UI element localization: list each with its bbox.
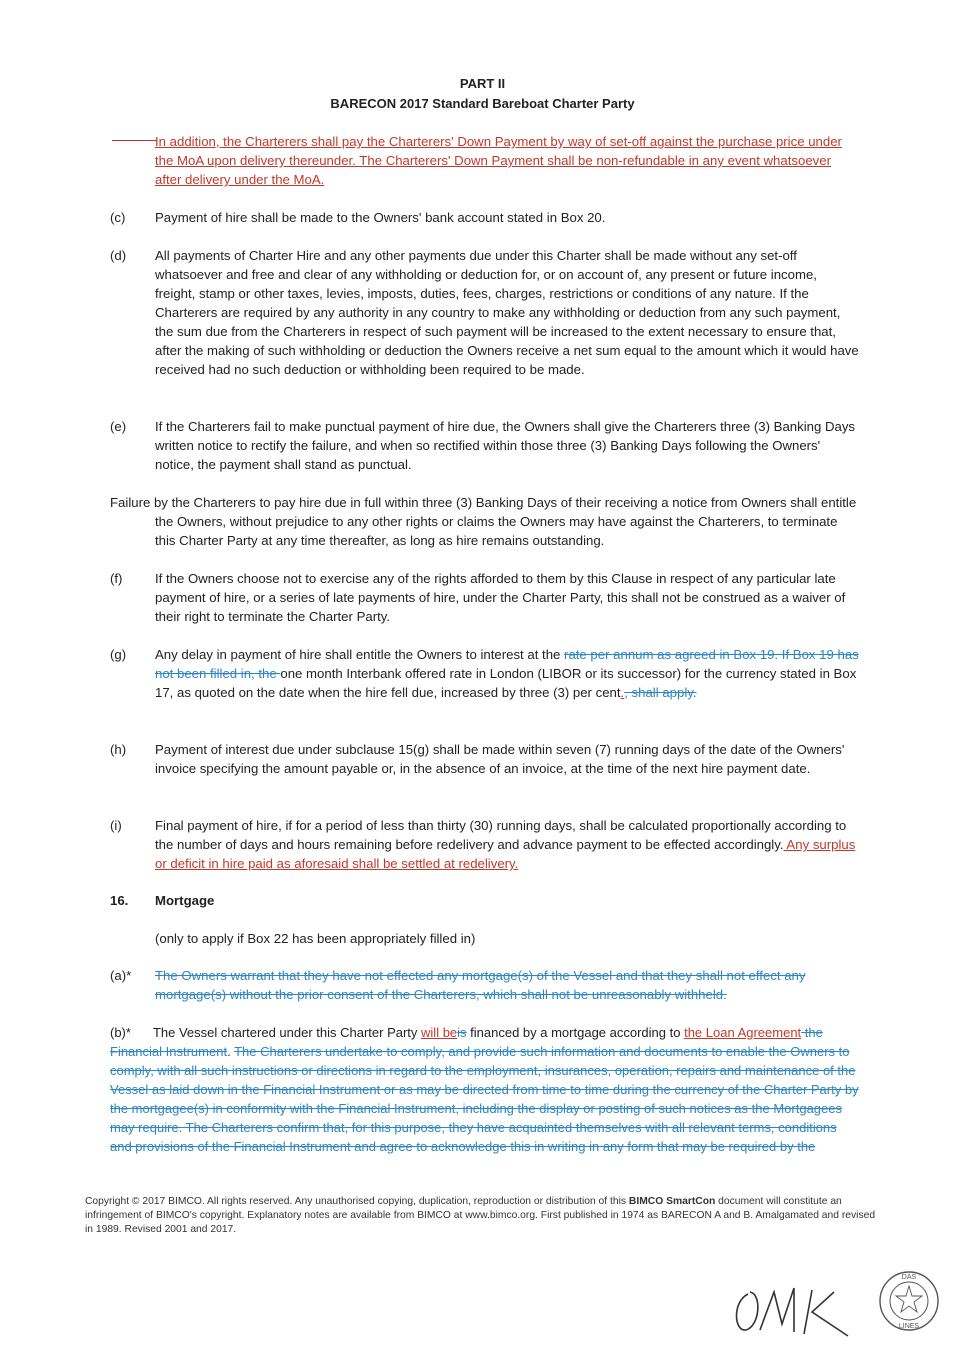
clause-e-label: (e) xyxy=(110,419,127,434)
b-inserted-1: will be xyxy=(421,1025,458,1040)
clause-d-label: (d) xyxy=(110,248,127,263)
b-text-1: The Vessel chartered under this Charter Party xyxy=(152,1025,422,1040)
section-16-note: (only to apply if Box 22 has been appropriately filled in) xyxy=(155,931,476,946)
b-deleted-2: the Financial Instrument xyxy=(110,1025,823,1059)
g-deleted-1: rate per annum as agreed in Box 19. If Box 19 has not been filled in, the xyxy=(155,647,859,681)
b-text-3: . xyxy=(227,1044,235,1059)
clause-g-text xyxy=(155,645,860,702)
handwritten-signature xyxy=(730,1280,860,1340)
clause-i-label: (i) xyxy=(110,818,122,833)
insertion-marker-line xyxy=(112,140,157,141)
clause-i-text xyxy=(155,816,860,873)
intro-paragraph xyxy=(155,132,860,189)
b-deleted-1: is xyxy=(457,1025,467,1040)
clause-h-label: (h) xyxy=(110,742,127,757)
document-title: BARECON 2017 Standard Bareboat Charter Party xyxy=(330,96,635,111)
clause-e-text: If the Charterers fail to make punctual payment of hire due, the Owners shall give the Charterers three (3) Banking Days written notice to rectify the failure, and when so rectified within those three (3) Banking Days following the Owners' notice, the payment shall stand as punctual. xyxy=(155,419,856,472)
failure-paragraph: Failure by the Charterers to pay hire due in full within three (3) Banking Days of their receiving a notice from Owners shall entitle the Owners, without prejudice to any other rights or claims the Owners may have against the Charterers, to terminate this Charter Party at any time thereafter, as long as hire remains outstanding. xyxy=(110,495,857,548)
copyright-footer xyxy=(85,1195,885,1237)
b-text-2: financed by a mortgage according to xyxy=(466,1025,685,1040)
clause-d-text: All payments of Charter Hire and any other payments due under this Charter shall be made without any set-off whatsoever and free and clear of any withholding or deduction for, or on account of, any present or future income, freight, stamp or other taxes, levies, imposts, duties, fees, charges, restrictions or conditions of any nature. If the Charterers are required by any authority in any country to make any withholding or deduction from any such payment, the sum due from the Charterers in respect of such payment will be increased to the extent necessary to ensure that, after the making of such withholding or deduction the Owners receive a net sum equal to the amount which it would have received had no such deduction or withholding been required to be made. xyxy=(155,248,859,377)
footer-text-1: Copyright © 2017 BIMCO. All rights reserved. Any unauthorised copying, duplication, reproduction or distribution of this xyxy=(85,1196,629,1207)
clause-a-text xyxy=(155,966,860,1004)
part-label: PART II xyxy=(459,76,506,91)
b-label: (b)* xyxy=(110,1025,131,1040)
inserted-text: In addition, the Charterers shall pay the Charterers' Down Payment by way of set-off against the purchase price under the MoA upon delivery thereunder. The Charterers' Down Payment shall be non-refundable in any event whatsoever after delivery under the MoA. xyxy=(155,134,842,187)
svg-text:DAS: DAS xyxy=(901,1274,917,1281)
section-16-number: 16. xyxy=(110,893,129,908)
clause-c-label: (c) xyxy=(110,210,126,225)
g-text-2: one month Interbank offered rate in London (LIBOR or its successor) for the currency stated in Box 17, as quoted on the date when the hire fell due, increased by three (3) per cent xyxy=(155,666,857,700)
clause-b-text xyxy=(110,1023,860,1156)
g-inserted-1: . xyxy=(620,685,625,700)
clause-f-label: (f) xyxy=(110,571,123,586)
g-deleted-2: , shall apply. xyxy=(624,685,697,700)
clause-a-label: (a)* xyxy=(110,968,132,983)
b-deleted-3: The Charterers undertake to comply, and provide such information and documents to enable the Owners to comply, with all such instructions or directions in regard to the employment, insurances, operation, repairs and maintenance of the Vessel as laid down in the Financial Instrument or as may be directed from time to time during the currency of the Charter Party by the mortgagee(s) in conformity with the Financial Instrument, including the display or posting of such notices as the Mortgagees may require. The Charterers confirm that, for this purpose, they have acquainted themselves with all relevant terms, conditions and provisions of the Financial Instrument and agree to acknowledge this in writing in any form that may be required by the xyxy=(110,1044,859,1154)
company-stamp xyxy=(878,1270,940,1332)
clause-f-text: If the Owners choose not to exercise any of the rights afforded to them by this Clause in respect of any particular late payment of hire, or a series of late payments of hire, under the Charter Party, this shall not be construed as a waiver of their right to terminate the Charter Party. xyxy=(155,571,846,624)
g-text-1: Any delay in payment of hire shall entitle the Owners to interest at the xyxy=(155,647,565,662)
clause-g-label: (g) xyxy=(110,647,127,662)
b-inserted-2: the Loan Agreement xyxy=(684,1025,802,1040)
clause-h-text: Payment of interest due under subclause 15(g) shall be made within seven (7) running days of the date of the Owners' invoice specifying the amount payable or, in the absence of an invoice, at the time of the next hire payment date. xyxy=(155,742,845,776)
i-inserted-1: Any surplus or deficit in hire paid as aforesaid shall be settled at redelivery. xyxy=(155,837,856,871)
clause-c-text: Payment of hire shall be made to the Owners' bank account stated in Box 20. xyxy=(155,210,606,225)
footer-bold: BIMCO SmartCon xyxy=(628,1196,716,1207)
section-16-title: Mortgage xyxy=(155,893,215,908)
i-text-1: Final payment of hire, if for a period of less than thirty (30) running days, shall be calculated proportionally according to the number of days and hours remaining before redelivery and advance payment to be effected accordingly. xyxy=(155,818,847,852)
a-deleted: The Owners warrant that they have not effected any mortgage(s) of the Vessel and that they shall not effect any mortgage(s) without the prior consent of the Charterers, which shall not be unreasonably withheld. xyxy=(155,968,806,1002)
footer-text-2: document will constitute an infringement of BIMCO's copyright. Explanatory notes are available from BIMCO at www.bimco.org. First published in 1974 as BARECON A and B. Amalgamated and revised in 1989. Revised 2001 and 2017. xyxy=(85,1196,876,1235)
svg-text:LINES: LINES xyxy=(898,1323,920,1330)
